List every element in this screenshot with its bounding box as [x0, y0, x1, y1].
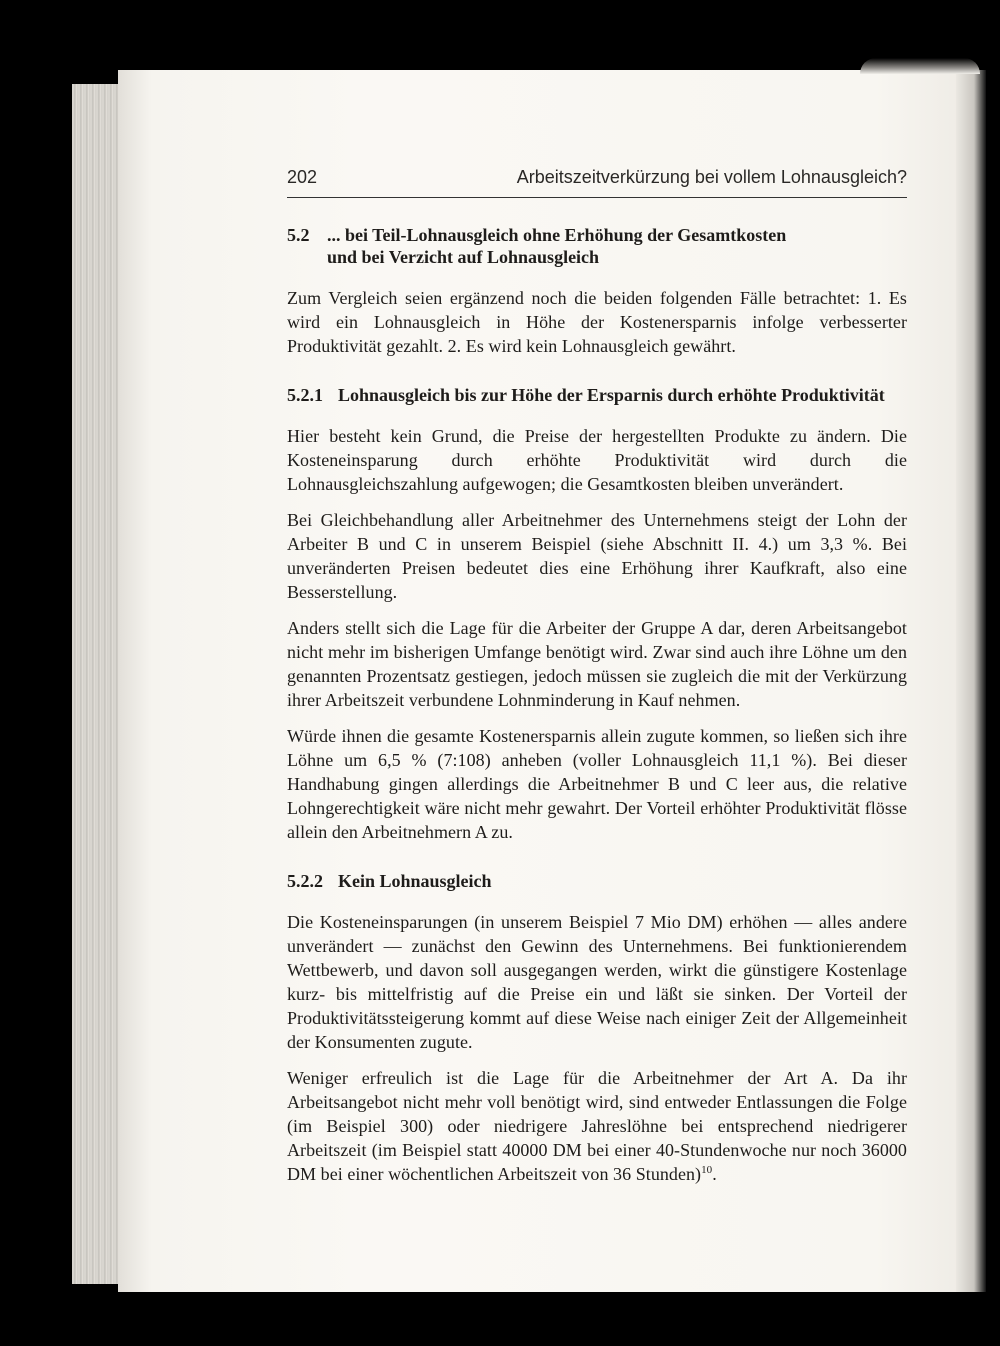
page-content [287, 163, 907, 1186]
section-heading-5-2-1 [287, 384, 907, 406]
paragraph: Bei Gleichbehandlung aller Arbeitnehmer des Unternehmens steigt der Lohn der Arbeiter B und C in unserem Beispiel (siehe Abschnitt II. 4.) um 3,3 %. Bei unveränderten Preisen bedeutet dies eine Erhöhung ihrer Kaufkraft, also eine Besserstellung. [287, 510, 907, 602]
book-right-edge [956, 70, 986, 1292]
paragraph-text: Weniger erfreulich ist die Lage für die Arbeitnehmer der Art A. Da ihr Arbeitsangebot nicht mehr voll benötigt wird, sind entweder Entlassungen die Folge (im Beispiel 300) oder niedrigere Jahreslöhne bei entsprechend niedrigerer Arbeitszeit (im Beispiel statt 40000 DM bei einer 40-Stundenwoche nur noch 36000 DM bei einer wöchentlichen Arbeitszeit von 36 Stunden) [287, 1068, 907, 1184]
paragraph: Hier besteht kein Grund, die Preise der hergestellten Produkte zu ändern. Die Kosteneinsparung durch erhöhte Produktivität wird durch die Lohnausgleichszahlung aufgewogen; die Gesamtkosten bleiben unverändert. [287, 426, 907, 494]
header-rule [287, 197, 907, 198]
paragraph: Die Kosteneinsparungen (in unserem Beispiel 7 Mio DM) erhöhen — alles andere unverändert — zunächst den Gewinn des Unternehmens. Bei funktionierendem Wettbewerb, und davon soll ausgegangen werden, wirkt die günstigere Kostenlage kurz- bis mittelfristig auf die Preise ein und läßt sie sinken. Der Vorteil der Produktivitätssteigerung kommt auf diese Weise nach einiger Zeit der Allgemeinheit der Konsumenten zugute. [287, 912, 907, 1052]
paragraph-intro: Zum Vergleich seien ergänzend noch die beiden folgenden Fälle betrachtet: 1. Es wird ein Lohnausgleich in Höhe der Kostenersparnis infolge verbesserter Produktivität gezahlt. 2. Es wird kein Lohnausgleich gewährt. [287, 288, 907, 356]
paragraph: Würde ihnen die gesamte Kostenersparnis allein zugute kommen, so ließen sich ihre Löhne um 6,5 % (7:108) anheben (voller Lohnausgleich 11,1 %). Bei dieser Handhabung gingen allerdings die Arbeitnehmer B und C leer aus, die relative Lohngerechtigkeit wäre nicht mehr gewahrt. Der Vorteil erhöhter Produktivität flösse allein den Arbeitnehmern A zu. [287, 726, 907, 842]
section-title: Kein Lohnausgleich [338, 871, 492, 891]
paragraph-last [287, 1066, 907, 1186]
page-number: 202 [287, 167, 318, 187]
footnote-reference: 10 [701, 1164, 713, 1176]
final-period: . [712, 1164, 717, 1184]
section-heading-5-2 [287, 224, 907, 268]
running-head [287, 163, 907, 197]
section-number: 5.2.1 [287, 385, 323, 405]
section-number: 5.2 [287, 225, 310, 245]
section-number: 5.2.2 [287, 871, 323, 891]
section-title-line-2: und bei Verzicht auf Lohnausgleich [327, 247, 600, 267]
paragraph: Anders stellt sich die Lage für die Arbeiter der Gruppe A dar, deren Arbeitsangebot nicht mehr im bisherigen Umfange benötigt wird. Zwar sind auch ihre Löhne um den genannten Prozentsatz gestiegen, jedoch müssen sie zugleich die mit der Verkürzung ihrer Arbeitszeit verbundene Lohnminderung in Kauf nehmen. [287, 618, 907, 710]
page-curl [860, 58, 980, 74]
running-title: Arbeitszeitverkürzung bei vollem Lohnausgleich? [516, 167, 907, 187]
section-title: Lohnausgleich bis zur Höhe der Ersparnis durch erhöhte Produktivität [338, 385, 885, 405]
section-title-line-1: ... bei Teil-Lohnausgleich ohne Erhöhung der Gesamtkosten [327, 225, 787, 245]
section-heading-5-2-2 [287, 870, 907, 892]
